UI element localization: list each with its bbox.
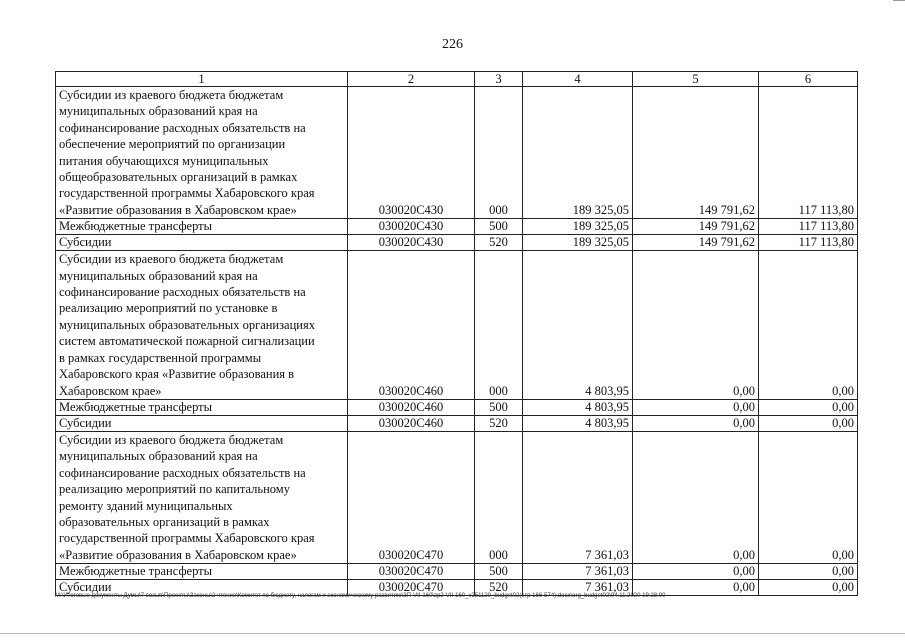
target-article-code: 030020С460 [348,415,475,431]
amount-year-2: 149 791,62 [633,87,759,219]
header-col-1: 1 [56,72,348,87]
target-article-code: 030020С460 [348,399,475,415]
row-description-cell: Субсидии [56,580,348,596]
amount-year-2: 0,00 [633,580,759,596]
row-description-cell [56,251,348,400]
target-article-code: 030020С470 [348,580,475,596]
amount-year-1: 7 361,03 [523,431,633,563]
description-line: муниципальных образовательных организациях [59,317,315,332]
amount-year-1: 4 803,95 [523,415,633,431]
description-line: муниципальных образований края на [59,268,258,283]
row-description-cell: Межбюджетные трансферты [56,219,348,235]
page-number: 226 [442,37,463,52]
header-col-3: 3 [475,72,523,87]
amount-year-3: 0,00 [759,580,858,596]
description-line: реализацию мероприятий по капитальному [59,482,290,497]
table-row-description [56,251,858,400]
row-description-cell: Межбюджетные трансферты [56,399,348,415]
amount-year-1: 7 361,03 [523,580,633,596]
description-line: в рамках государственной программы [59,350,262,365]
target-article-code: 030020С430 [348,87,475,219]
amount-year-2: 0,00 [633,415,759,431]
table-row-description [56,431,858,563]
budget-table-body [56,72,858,596]
budget-table [55,71,858,596]
expense-type-code: 500 [475,399,523,415]
table-row [56,415,858,431]
amount-year-2: 0,00 [633,431,759,563]
bottom-edge-rule [0,633,905,634]
target-article-code: 030020С460 [348,251,475,400]
amount-year-1: 189 325,05 [523,235,633,251]
amount-year-1: 7 361,03 [523,564,633,580]
description-line: Субсидии из краевого бюджета бюджетам [59,88,284,102]
header-col-6: 6 [759,72,858,87]
description-line: государственной программы Хабаровского края [59,186,315,201]
row-description-cell: Межбюджетные трансферты [56,564,348,580]
expense-type-code: 000 [475,87,523,219]
amount-year-1: 189 325,05 [523,87,633,219]
expense-type-code: 000 [475,431,523,563]
description-line: Хабаровском крае» [59,383,162,398]
amount-year-1: 4 803,95 [523,399,633,415]
amount-year-2: 0,00 [633,251,759,400]
description-line: муниципальных образований края на [59,449,258,464]
header-col-4: 4 [523,72,633,87]
header-col-2: 2 [348,72,475,87]
table-header-row [56,72,858,87]
description-line: ремонту зданий муниципальных [59,498,233,513]
description-line: общеобразовательных организаций в рамках [59,170,298,185]
amount-year-1: 4 803,95 [523,251,633,400]
description-line: Субсидии из краевого бюджета бюджетам [59,252,284,267]
expense-type-code: 520 [475,580,523,596]
description-line: Хабаровского края «Развитие образования в [59,367,295,382]
amount-year-2: 0,00 [633,399,759,415]
amount-year-2: 149 791,62 [633,219,759,235]
description-line: реализацию мероприятий по установке в [59,301,278,316]
amount-year-1: 189 325,05 [523,219,633,235]
target-article-code: 030020С470 [348,564,475,580]
description-line: систем автоматической пожарной сигнализации [59,334,315,349]
row-description-cell [56,431,348,563]
table-row [56,235,858,251]
target-article-code: 030020С430 [348,219,475,235]
description-line: обеспечение мероприятий по организации [59,137,286,152]
row-description-cell: Субсидии [56,415,348,431]
row-description-cell [56,87,348,219]
amount-year-3: 117 113,80 [759,219,858,235]
amount-year-3: 0,00 [759,251,858,400]
amount-year-3: 117 113,80 [759,87,858,219]
description-line: софинансирование расходных обязательств на [59,120,306,135]
expense-type-code: 520 [475,235,523,251]
amount-year-2: 149 791,62 [633,235,759,251]
expense-type-code: 500 [475,219,523,235]
amount-year-2: 0,00 [633,564,759,580]
description-line: Субсидии из краевого бюджета бюджетам [59,432,284,447]
table-row [56,564,858,580]
top-edge-rule [893,0,905,1]
target-article-code: 030020С430 [348,235,475,251]
header-col-5: 5 [633,72,759,87]
expense-type-code: 000 [475,251,523,400]
amount-year-3: 0,00 [759,431,858,563]
amount-year-3: 0,00 [759,399,858,415]
table-row-description [56,87,858,219]
expense-type-code: 520 [475,415,523,431]
description-line: муниципальных образований края на [59,104,258,119]
expense-type-code: 500 [475,564,523,580]
amount-year-3: 0,00 [759,415,858,431]
table-row [56,399,858,415]
description-line: «Развитие образования в Хабаровском крае» [59,547,297,562]
description-line: софинансирование расходных обязательств на [59,465,306,480]
row-description-cell: Субсидии [56,235,348,251]
description-line: государственной программы Хабаровского края [59,531,315,546]
table-row [56,219,858,235]
amount-year-3: 117 113,80 [759,235,858,251]
footer-file-path: M:\Итоговые документы Думы\7 созыв\Проекты\Законы\2 чтение\Комитет по бюджету, налогам и экономическому развитию\ЗП-VII-160\zp2-VII-160_v251120_budget02(стр 166-574).docx\org_budget02\04.11.2020 19:28:00 [55,593,666,599]
description-line: «Развитие образования в Хабаровском крае» [59,202,297,217]
description-line: софинансирование расходных обязательств на [59,285,306,300]
description-line: питания обучающихся муниципальных [59,153,269,168]
target-article-code: 030020С470 [348,431,475,563]
amount-year-3: 0,00 [759,564,858,580]
description-line: образовательных организаций в рамках [59,514,270,529]
